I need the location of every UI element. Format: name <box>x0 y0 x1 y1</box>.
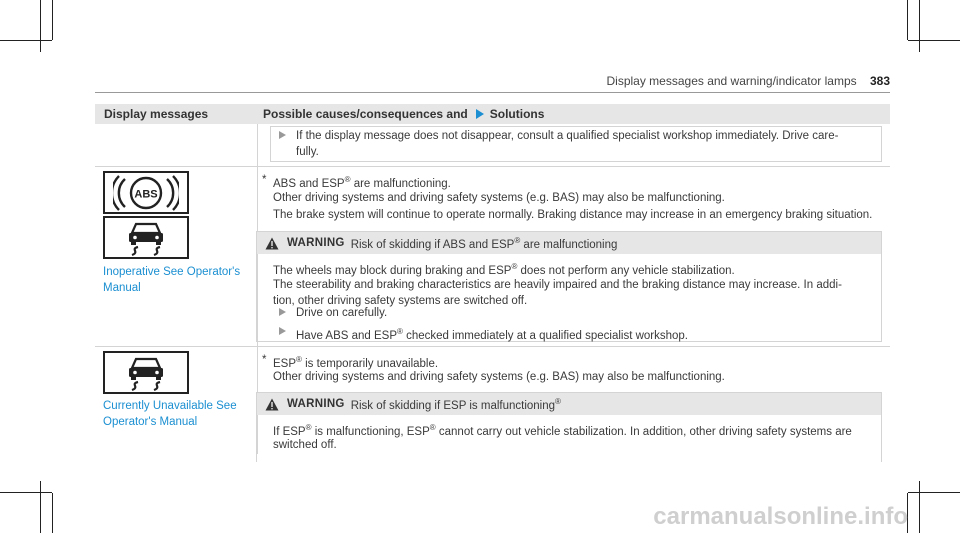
registered-mark: ® <box>555 396 561 406</box>
display-message-line: Inoperative See Operator's <box>103 266 241 278</box>
registered-mark: ® <box>305 423 312 432</box>
registered-mark: ® <box>344 175 351 184</box>
solution-step <box>279 305 387 321</box>
step-text-b: checked immediately at a qualified specialist workshop. <box>402 329 689 342</box>
crop-mark <box>40 481 41 533</box>
abs-warning-lamp <box>103 171 189 214</box>
warning-label: WARNING <box>287 398 345 410</box>
registered-mark: ® <box>514 235 521 245</box>
cause-text-line3: The brake system will continue to operate normally. Braking distance may increase in an emergency braking situation. <box>273 209 873 221</box>
crop-mark <box>40 0 41 52</box>
abs-icon-label: ABS <box>134 188 158 200</box>
crop-mark <box>52 0 53 40</box>
display-message-line: Manual <box>103 282 141 294</box>
warning-paragraph-line: switched off. <box>273 439 337 451</box>
step-arrow-icon <box>279 327 286 335</box>
crop-mark <box>919 0 920 52</box>
step-text-line: If the display message does not disappear, consult a qualified specialist workshop immediately. Drive care- <box>296 130 839 142</box>
warning-label: WARNING <box>287 237 345 249</box>
crop-mark <box>919 481 920 533</box>
esp-warning-lamp <box>103 351 189 394</box>
esp-warning-lamp <box>103 216 189 259</box>
step-arrow-icon <box>279 308 286 316</box>
crop-mark <box>52 493 53 533</box>
crop-mark <box>908 40 960 41</box>
display-message-line: Operator's Manual <box>103 416 198 428</box>
warning-paragraph-a: The wheels may block during braking and ESP <box>273 264 512 277</box>
warning-paragraph <box>273 420 852 440</box>
warning-header <box>257 393 881 415</box>
warning-paragraph-c: cannot carry out vehicle stabilization. In addition, other driving safety systems are <box>435 425 852 438</box>
warning-paragraph-a: If ESP <box>273 425 306 438</box>
warning-title <box>351 397 561 412</box>
asterisk-marker: * <box>262 354 267 366</box>
col-header-causes-text: Possible causes/consequences and <box>263 107 468 121</box>
warning-paragraph-b: does not perform any vehicle stabilization. <box>517 264 735 277</box>
crop-mark <box>907 0 908 40</box>
crop-mark <box>0 40 52 41</box>
registered-mark: ® <box>511 262 518 271</box>
warning-triangle-icon <box>265 398 279 411</box>
warning-paragraph <box>273 259 735 279</box>
warning-title-text: Risk of skidding if ESP is malfunctioning <box>350 399 556 412</box>
warning-paragraph-line: tion, other driving safety systems are switched off. <box>273 295 528 307</box>
col-header-display-messages: Display messages <box>104 107 209 121</box>
asterisk-marker: * <box>262 174 267 186</box>
skidding-car-icon <box>118 219 174 257</box>
warning-title-b: are malfunctioning <box>520 238 618 251</box>
table-header <box>95 104 890 124</box>
step-arrow-icon <box>279 131 286 139</box>
solution-step <box>279 324 688 344</box>
display-message-inoperative <box>103 264 240 296</box>
warning-paragraph-b: is malfunctioning, ESP <box>311 425 430 438</box>
page-header <box>607 74 891 88</box>
crop-mark <box>908 492 960 493</box>
crop-mark <box>0 492 52 493</box>
cause-text-line2: Other driving systems and driving safety systems (e.g. BAS) may also be malfunctioning. <box>273 192 725 204</box>
warning-title-a: Risk of skidding if ABS and ESP <box>350 238 515 251</box>
skidding-car-icon <box>118 354 174 392</box>
col-header-causes <box>263 107 544 121</box>
page-header-title: Display messages and warning/indicator lamps <box>606 74 857 88</box>
solution-step <box>279 128 838 160</box>
registered-mark: ® <box>429 423 436 432</box>
display-message-unavailable <box>103 398 237 430</box>
warning-triangle-icon <box>265 237 279 250</box>
cause-text-line2: Other driving systems and driving safety systems (e.g. BAS) may also be malfunctioning. <box>273 371 725 383</box>
cause-text <box>273 172 451 192</box>
col-header-solutions-text: Solutions <box>489 107 545 121</box>
row-divider <box>95 166 890 167</box>
warning-paragraph-line: The steerability and braking characteristics are heavily impaired and the braking distance may increase. In addi- <box>273 279 842 291</box>
warning-title <box>351 236 618 251</box>
step-text-line: fully. <box>296 146 319 158</box>
step-text: Drive on carefully. <box>296 307 388 319</box>
step-text <box>296 128 838 160</box>
row-divider <box>95 346 890 347</box>
cause-text-b: is temporarily unavailable. <box>301 357 439 370</box>
cause-text-a: ABS and ESP <box>273 177 345 190</box>
watermark: carmanualsonline.info <box>653 503 908 530</box>
header-rule <box>95 92 890 93</box>
page-number: 383 <box>869 74 890 88</box>
solution-arrow-icon <box>476 109 484 119</box>
registered-mark: ® <box>296 355 302 364</box>
warning-header <box>257 232 881 254</box>
step-text-a: Have ABS and ESP <box>296 329 398 342</box>
display-message-line: Currently Unavailable See <box>103 400 237 412</box>
cause-text-a: ESP <box>273 357 297 370</box>
abs-icon <box>113 174 179 212</box>
cause-text-b: are malfunctioning. <box>350 177 451 190</box>
step-text <box>296 324 688 344</box>
registered-mark: ® <box>397 327 403 336</box>
